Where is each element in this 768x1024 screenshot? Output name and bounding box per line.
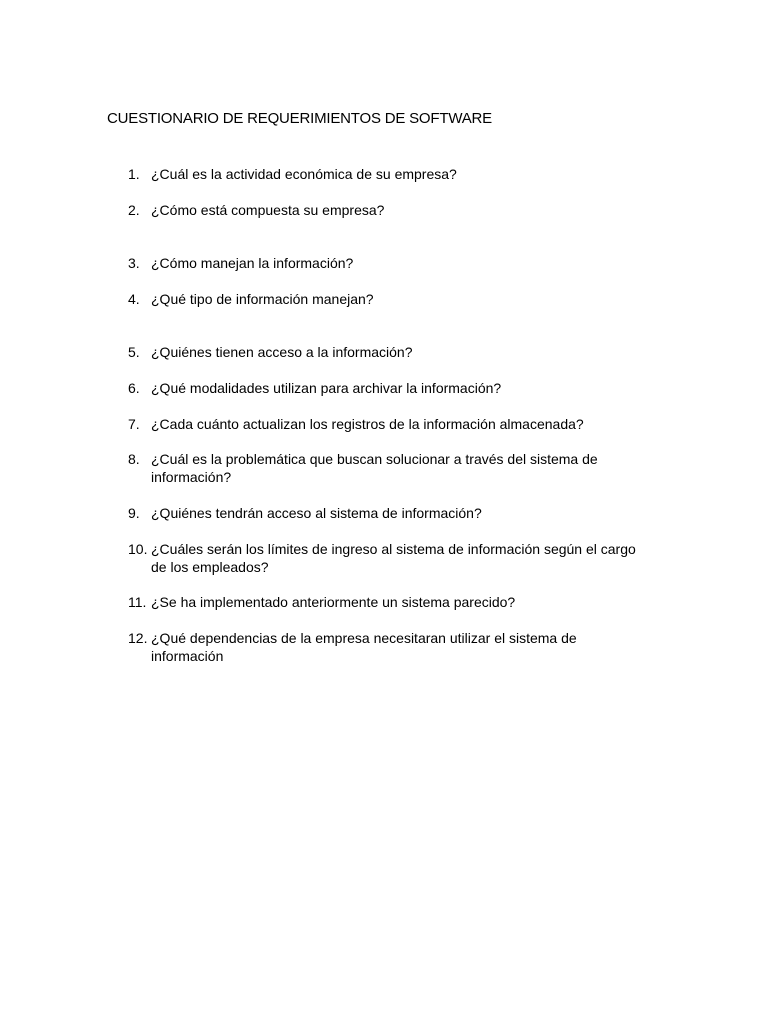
question-number: 10. bbox=[128, 541, 148, 557]
question-number: 8. bbox=[128, 451, 140, 467]
question-number: 4. bbox=[128, 291, 140, 307]
question-text: ¿Cada cuánto actualizan los registros de la información almacenada? bbox=[151, 416, 584, 432]
question-number: 2. bbox=[128, 202, 140, 218]
question-number: 7. bbox=[128, 416, 140, 432]
question-text: ¿Quiénes tienen acceso a la información? bbox=[151, 344, 413, 360]
question-text: ¿Cuál es la problemática que buscan solucionar a través del sistema de información? bbox=[151, 451, 598, 485]
question-text: ¿Cuáles serán los límites de ingreso al sistema de información según el cargo de los empleados? bbox=[151, 541, 636, 575]
question-item bbox=[128, 290, 648, 308]
question-item bbox=[128, 504, 648, 522]
question-item bbox=[128, 254, 648, 272]
question-item bbox=[128, 165, 648, 183]
question-item bbox=[128, 343, 648, 361]
question-item bbox=[128, 593, 648, 611]
question-item bbox=[128, 629, 648, 665]
question-number: 1. bbox=[128, 166, 140, 182]
question-item bbox=[128, 540, 648, 576]
question-text: ¿Quiénes tendrán acceso al sistema de información? bbox=[151, 505, 482, 521]
question-item bbox=[128, 415, 648, 433]
question-text: ¿Se ha implementado anteriormente un sistema parecido? bbox=[151, 594, 516, 610]
question-item bbox=[128, 201, 648, 219]
question-number: 9. bbox=[128, 505, 140, 521]
question-item bbox=[128, 379, 648, 397]
question-number: 3. bbox=[128, 255, 140, 271]
question-text: ¿Qué tipo de información manejan? bbox=[151, 291, 374, 307]
question-number: 11. bbox=[128, 594, 147, 610]
question-text: ¿Qué modalidades utilizan para archivar la información? bbox=[151, 380, 502, 396]
question-number: 5. bbox=[128, 344, 140, 360]
question-text: ¿Cómo está compuesta su empresa? bbox=[151, 202, 385, 218]
question-text: ¿Qué dependencias de la empresa necesitaran utilizar el sistema de información bbox=[151, 630, 577, 664]
question-item bbox=[128, 450, 648, 486]
question-number: 6. bbox=[128, 380, 140, 396]
question-text: ¿Cuál es la actividad económica de su empresa? bbox=[151, 166, 457, 182]
question-text: ¿Cómo manejan la información? bbox=[151, 255, 354, 271]
document-title: CUESTIONARIO DE REQUERIMIENTOS DE SOFTWARE bbox=[107, 110, 492, 127]
question-number: 12. bbox=[128, 630, 148, 646]
